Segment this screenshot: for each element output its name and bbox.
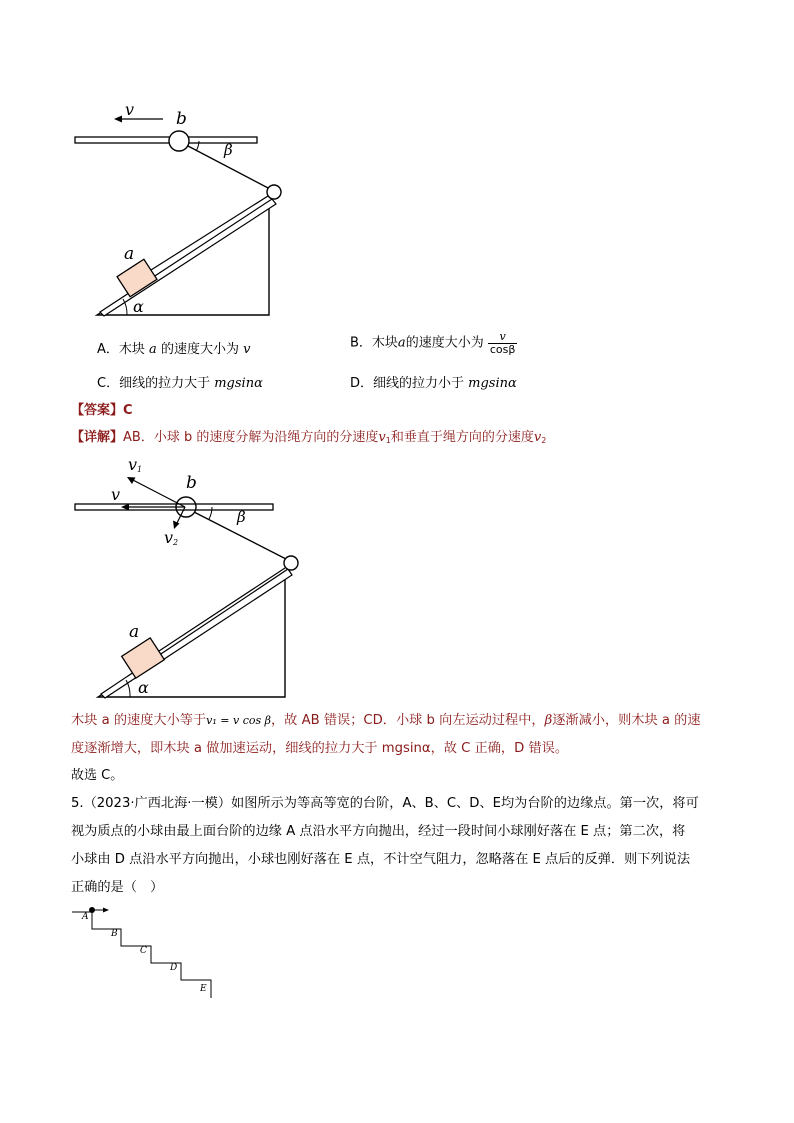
label-alpha: α [138,678,149,697]
conclusion: 故选 C。 [71,768,124,783]
label-v: v [111,485,121,504]
option-a: A．木块 a 的速度大小为 v [97,342,251,357]
label-b: b [176,109,187,129]
answer-line: 【答案】C [71,403,133,418]
label-beta: β [237,508,246,526]
label-v: v [125,100,135,119]
point-e: E [200,984,207,994]
point-b: B [111,929,118,939]
label-v1: $v_1$ [128,455,143,474]
label-beta: β [224,141,233,159]
label-a: a [129,622,140,642]
label-alpha: α [133,297,144,316]
point-c: C [140,946,147,956]
detail-line: 【详解】AB．小球 b 的速度分解为沿绳方向的分速度$v_1$和垂直于绳方向的分速度$v_2$ [71,430,547,445]
question-5: 5.（2023·广西北海·一模）如图所示为等高等宽的台阶，A、B、C、D、E均为台阶的边缘点。第一次，将可 视为质点的小球由最上面台阶的边缘 A 点沿水平方向抛出，经过一段时间小球刚好落在 E 点；第二次，将 小球由 D 点沿水平方向抛出，小球也刚好落在 E 点，不计空气阻力，忽略落在 E 点后的反弹．则下列说法 正确的是（ ） [71,796,699,895]
option-c: C．细线的拉力大于 mgsinα [97,376,263,391]
option-d: D．细线的拉力小于 mgsinα [350,376,517,391]
option-b: B．木块a的速度大小为 $\frac{v}{\cos\beta}$ [350,330,516,356]
label-v2: $v_2$ [164,528,179,547]
explanation: 木块 a 的速度大小等于v₁ = v cos β，故 AB 错误；CD．小球 b 向左运动过程中，β逐渐减小，则木块 a 的速 度逐渐增大，即木块 a 做加速运动，细线的拉力大于 mgsinα，故 C 正确，D 错误。 [71,713,701,756]
fraction: $\frac{v}{\cos\beta}$ [489,330,516,356]
label-b: b [186,473,197,493]
ball [89,907,95,913]
point-d: D [170,963,178,973]
label-a: a [124,244,135,264]
point-a: A [82,912,89,922]
